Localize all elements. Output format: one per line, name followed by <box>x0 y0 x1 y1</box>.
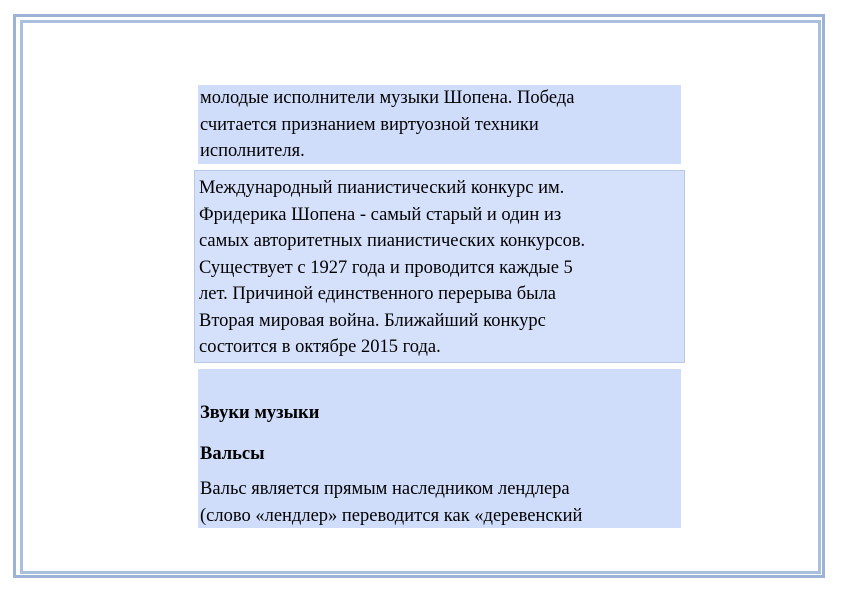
competition-paragraph: Международный пианистический конкурс им. Фридерика Шопена - самый старый и один из самых авторитетных пианистических конкурсов. Существует с 1927 года и проводится каждые 5 лет. Причиной единственного перерыва была Вторая мировая война. Ближайший конкурс состоится в октябре 2015 года. <box>199 178 586 357</box>
text-block-competition <box>194 170 685 363</box>
fragment-paragraph: молодые исполнители музыки Шопена. Победа считается признанием виртуозной техники исполнителя. <box>200 88 575 161</box>
subsection-heading: Вальсы <box>200 444 265 464</box>
text-block-fragment <box>198 85 681 164</box>
waltz-paragraph: Вальс является прямым наследником лендлера (слово «лендлер» переводится как «деревенский <box>200 479 583 526</box>
text-block-sounds <box>198 369 681 528</box>
section-heading: Звуки музыки <box>200 403 320 423</box>
